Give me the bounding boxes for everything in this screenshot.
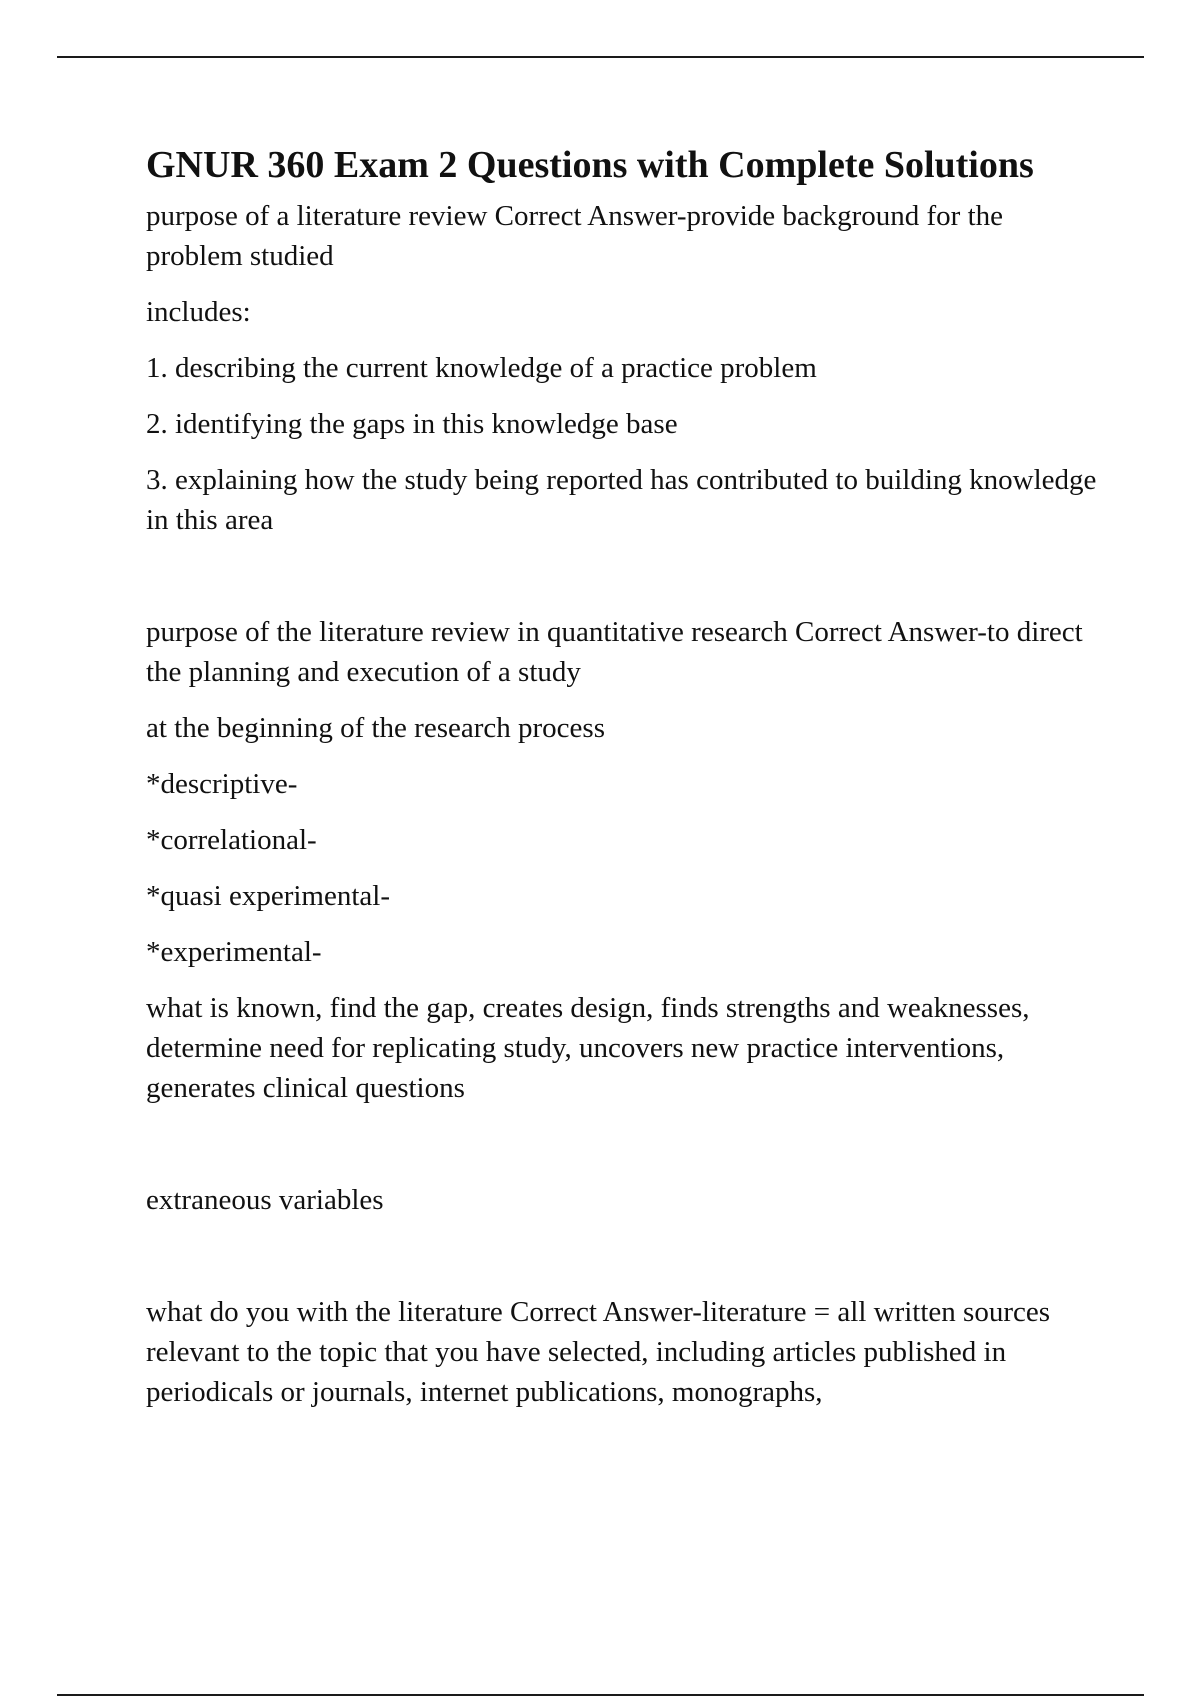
paragraph-quantitative-purpose: purpose of the literature review in quantitative research Correct Answer-to direct the planning and execution of a study	[146, 616, 1083, 688]
list-item: 2. identifying the gaps in this knowledge base	[146, 408, 678, 440]
paragraph-research-process: at the beginning of the research process	[146, 712, 605, 744]
paragraph-includes: includes:	[146, 296, 251, 328]
section-gap	[146, 1124, 1106, 1180]
list-item: *experimental-	[146, 936, 322, 968]
section-gap	[146, 1236, 1106, 1292]
paragraph-what-do-you-with-literature: what do you with the literature Correct Answer-literature = all written sources relevant to the topic that you have selected, including articles published in periodicals or journals, internet publications, monographs,	[146, 1296, 1051, 1408]
list-item: *descriptive-	[146, 768, 298, 800]
page-content	[146, 142, 1106, 1428]
list-item: 3. explaining how the study being reported has contributed to building knowledge in this area	[146, 464, 1097, 536]
list-item: *quasi experimental-	[146, 880, 390, 912]
paragraph-lit-review-purpose: purpose of a literature review Correct Answer-provide background for the problem studied	[146, 200, 1004, 272]
footer-rule	[57, 1694, 1144, 1696]
page-title: GNUR 360 Exam 2 Questions with Complete Solutions	[146, 144, 1034, 186]
paragraph-what-is-known: what is known, find the gap, creates design, finds strengths and weaknesses, determine need for replicating study, uncovers new practice interventions, generates clinical questions	[146, 992, 1030, 1104]
section-gap	[146, 556, 1106, 612]
list-item: 1. describing the current knowledge of a practice problem	[146, 352, 817, 384]
list-item: *correlational-	[146, 824, 317, 856]
paragraph-extraneous-variables: extraneous variables	[146, 1184, 384, 1216]
header-rule	[57, 56, 1144, 58]
